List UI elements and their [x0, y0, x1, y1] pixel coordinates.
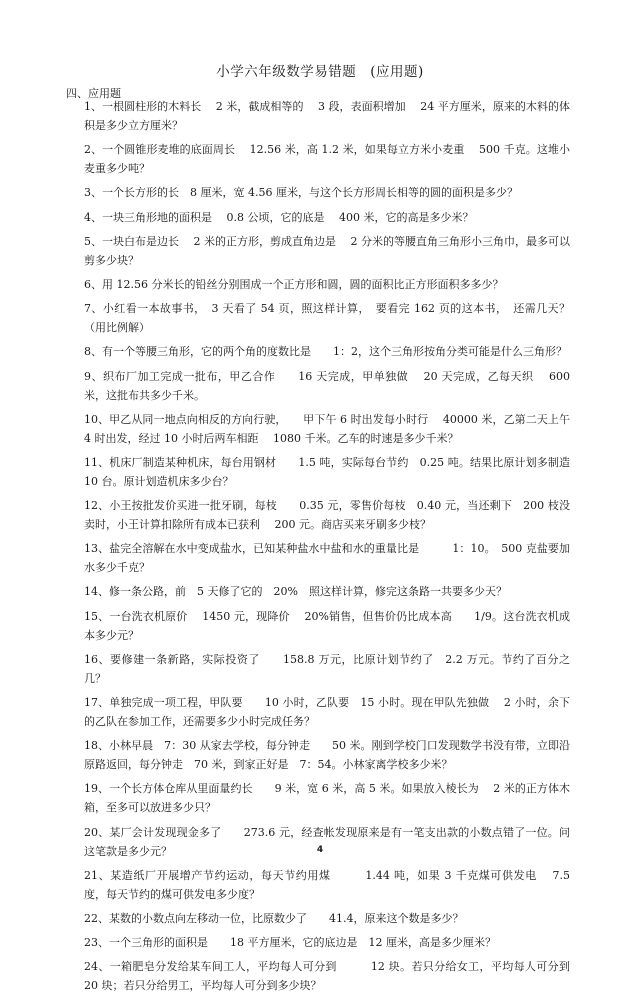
problem-list	[84, 97, 592, 1001]
problem-17: 17、单独完成一项工程，甲队要 10 小时，乙队要 15 小时。现在甲队先独做 2 小时，余下的乙队在参加工作，还需要多少小时完成任务？	[84, 696, 570, 728]
problem-4: 4、一块三角形地的面积是 0.8 公顷，它的底是 400 米，它的高是多少米？	[84, 210, 474, 224]
problem-12: 12、小王按批发价买进一批牙刷，每枝 0.35 元，零售价每枝 0.40 元，当还剩下 200 枝没卖时，小王计算扣除所有成本已获利 200 元。商店买来牙刷多少枝？	[84, 499, 570, 532]
problem-9: 9、织布厂加工完成一批布，甲乙合作 16 天完成，甲单独做 20 天完成，乙每天织 600 米，这批布共多少千米。	[84, 369, 570, 402]
problem-23: 23、一个三角形的面积是 18 平方厘米，它的底边是 12 厘米，高是多少厘米？	[84, 936, 496, 950]
problem-10: 10、甲乙从同一地点向相反的方向行驶， 甲下午 6 时出发每小时行 40000 米，乙第二天上午 4 时出发，经过 10 小时后两车相距 1080 千米。乙车的时速是多少千米？	[84, 412, 585, 445]
page-title: 小学六年级数学易错题 (应用题)	[216, 64, 424, 80]
problem-3: 3、一个长方形的长 8 厘米，宽 4.56 厘米，与这个长方形周长相等的圆的面积是多少？	[84, 186, 518, 200]
problem-24: 24、一箱肥皂分发给某车间工人，平均每人可分到 12 块。若只分给女工，平均每人可分到 20 块；若只分给男工，平均每人可分到多少块？	[84, 960, 592, 993]
page-number: 4	[316, 845, 324, 855]
problem-2: 2、一个圆锥形麦堆的底面周长 12.56 米，高 1.2 米，如果每立方米小麦重 500 千克。这堆小麦重多少吨？	[84, 143, 570, 176]
problem-16: 16、要修建一条新路，实际投资了 158.8 万元，比原计划节约了 2.2 万元。节约了百分之几？	[84, 652, 570, 685]
problem-20: 20、某厂会计发现现金多了 273.6 元，经查帐发现原来是有一笔支出款的小数点错了一位。问这笔款是多少元？	[84, 825, 570, 858]
problem-18: 18、小林早晨 7：30 从家去学校，每分钟走 50 米。刚到学校门口发现数学书没有带，立即沿原路返回，每分钟走 70 米，到家正好是 7：54。小林家离学校多少米？	[84, 739, 570, 772]
problem-8: 8、有一个等腰三角形，它的两个角的度数比是 1：2，这个三角形按角分类可能是什么三角形？	[84, 345, 567, 359]
problem-11: 11、机床厂制造某种机床，每台用钢材 1.5 吨，实际每台节约 0.25 吨。结果比原计划多制造 10 台。原计划造机床多少台？	[84, 455, 592, 488]
problem-6: 6、用 12.56 分米长的铅丝分别围成一个正方形和圆，圆的面积比正方形面积多多少？	[84, 277, 504, 291]
problem-13: 13、盐完全溶解在水中变成盐水，已知某种盐水中盐和水的重量比是 1：10。 500 克盐要加水多少千克？	[84, 542, 570, 575]
problem-21: 21、某造纸厂开展增产节约运动，每天节约用煤 1.44 吨，如果 3 千克煤可供发电 7.5 度，每天节约的煤可供发电多少度？	[84, 868, 570, 901]
problem-7: 7、小红看一本故事书， 3 天看了 54 页，照这样计算， 要看完 162 页的这本书， 还需几天？ （用比例解）	[84, 302, 570, 335]
problem-5: 5、一块白布是边长 2 米的正方形，剪成直角边是 2 分米的等腰直角三角形小三角巾，最多可以剪多少块？	[84, 234, 570, 267]
section-heading: 四、应用题	[66, 87, 121, 100]
problem-1: 1、一根圆柱形的木料长 2 米，截成相等的 3 段，表面积增加 24 平方厘米，原来的木料的体积是多少立方厘米？	[84, 100, 570, 132]
problem-15: 15、一台洗衣机原价 1450 元，现降价 20%销售，但售价仍比成本高 1/9。这台洗衣机成本多少元？	[84, 609, 570, 642]
problem-22: 22、某数的小数点向左移动一位，比原数少了 41.4，原来这个数是多少？	[84, 911, 464, 925]
problem-14: 14、修一条公路，前 5 天修了它的 20% 照这样计算，修完这条路一共要多少天？	[84, 585, 507, 599]
problem-19: 19、一个长方体仓库从里面量约长 9 米，宽 6 米，高 5 米。如果放入棱长为 2 米的正方体木箱，至多可以放进多少只？	[84, 782, 570, 815]
